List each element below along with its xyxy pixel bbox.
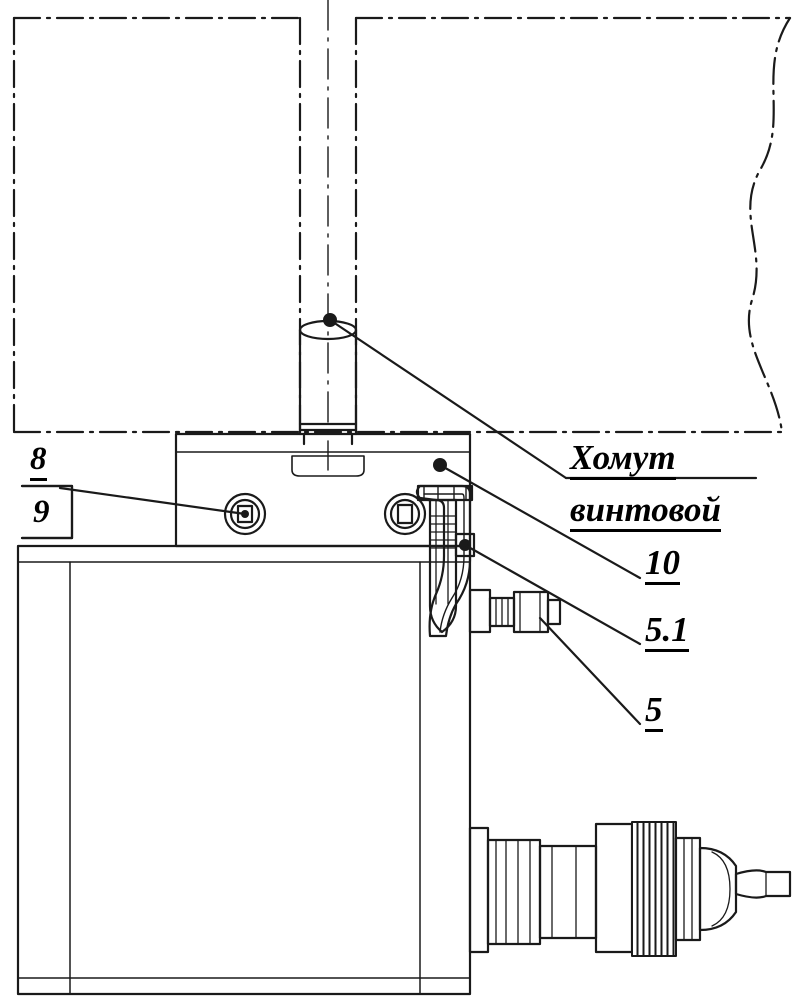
callout-5-1: 5.1 [645, 612, 689, 652]
top-mounting-plate [176, 434, 470, 546]
callout-vintovoy: винтовой [570, 492, 721, 532]
screw-clamp [417, 486, 474, 636]
callout-8: 8 [30, 443, 47, 481]
callout-10: 10 [645, 545, 680, 585]
callout-5: 5 [645, 692, 663, 732]
cable-connector [470, 822, 790, 956]
phantom-housing-outline [14, 18, 790, 432]
main-body-block [18, 546, 470, 994]
callout-homut: Хомут [570, 440, 676, 480]
callout-9: 9 [33, 494, 50, 530]
